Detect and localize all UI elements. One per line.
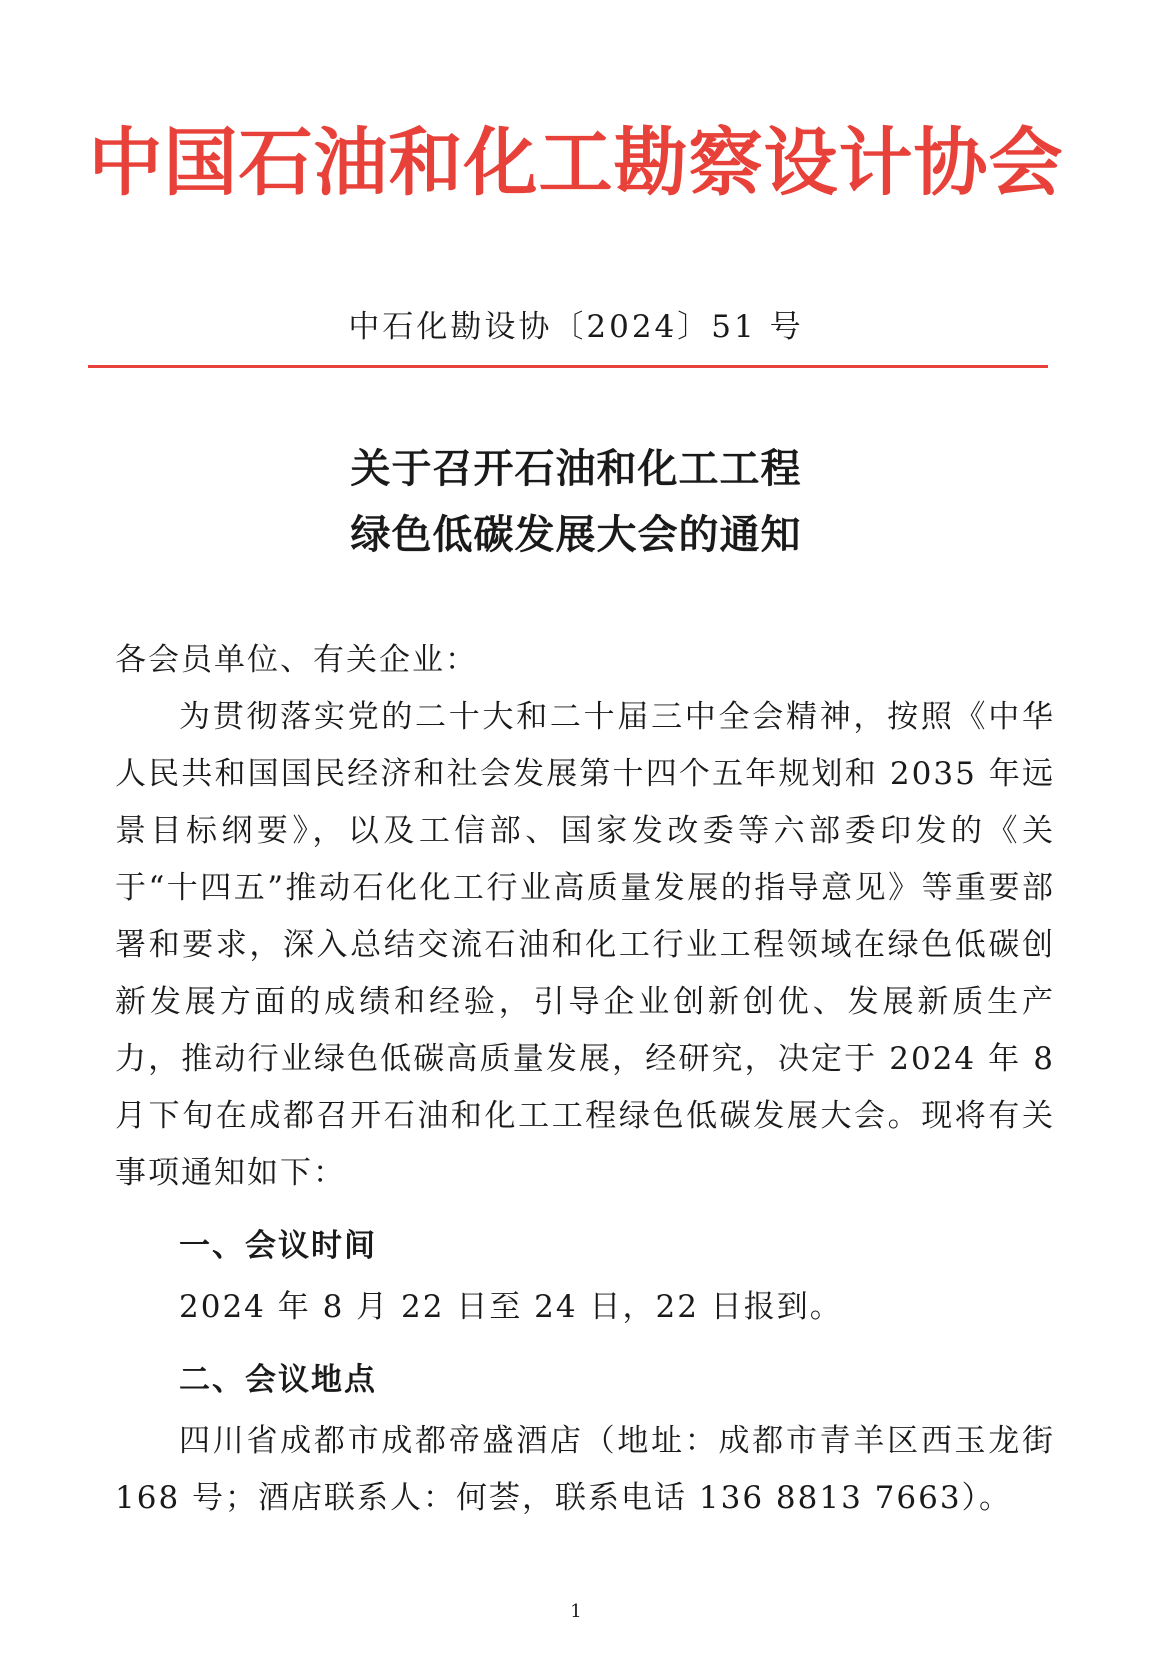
salutation: 各会员单位、有关企业： xyxy=(115,642,478,678)
document-number: 中石化勘设协〔2024〕51 号 xyxy=(348,309,804,345)
section-heading-time: 一、会议时间 xyxy=(179,1228,377,1264)
title-line-2: 绿色低碳发展大会的通知 xyxy=(350,511,802,558)
notice-body xyxy=(115,632,1055,1527)
notice-title xyxy=(0,436,1152,568)
section-heading-location: 二、会议地点 xyxy=(179,1362,377,1398)
red-divider xyxy=(88,365,1048,368)
section-text-time: 2024 年 8 月 22 日至 24 日，22 日报到。 xyxy=(179,1289,843,1325)
title-line-1: 关于召开石油和化工工程 xyxy=(350,445,802,492)
intro-paragraph: 为贯彻落实党的二十大和二十届三中全会精神，按照《中华人民共和国国民经济和社会发展第十四个五年规划和 2035 年远景目标纲要》，以及工信部、国家发改委等六部委印发的《关于“十四五”推动石化化工行业高质量发展的指导意见》等重要部署和要求，深入总结交流石油和化工行业工程领域在绿色低碳创新发展方面的成绩和经验，引导企业创新创优、发展新质生产力，推动行业绿色低碳高质量发展，经研究，决定于 2024 年 8 月下旬在成都召开石油和化工工程绿色低碳发展大会。现将有关事项通知如下： xyxy=(115,699,1055,1191)
section-text-location: 四川省成都市成都帝盛酒店（地址：成都市青羊区西玉龙街 168 号；酒店联系人：何荟，联系电话 136 8813 7663）。 xyxy=(115,1423,1055,1516)
page-number: 1 xyxy=(570,1601,582,1622)
org-letterhead: 中国石油和化工勘察设计协会 xyxy=(88,120,1064,206)
